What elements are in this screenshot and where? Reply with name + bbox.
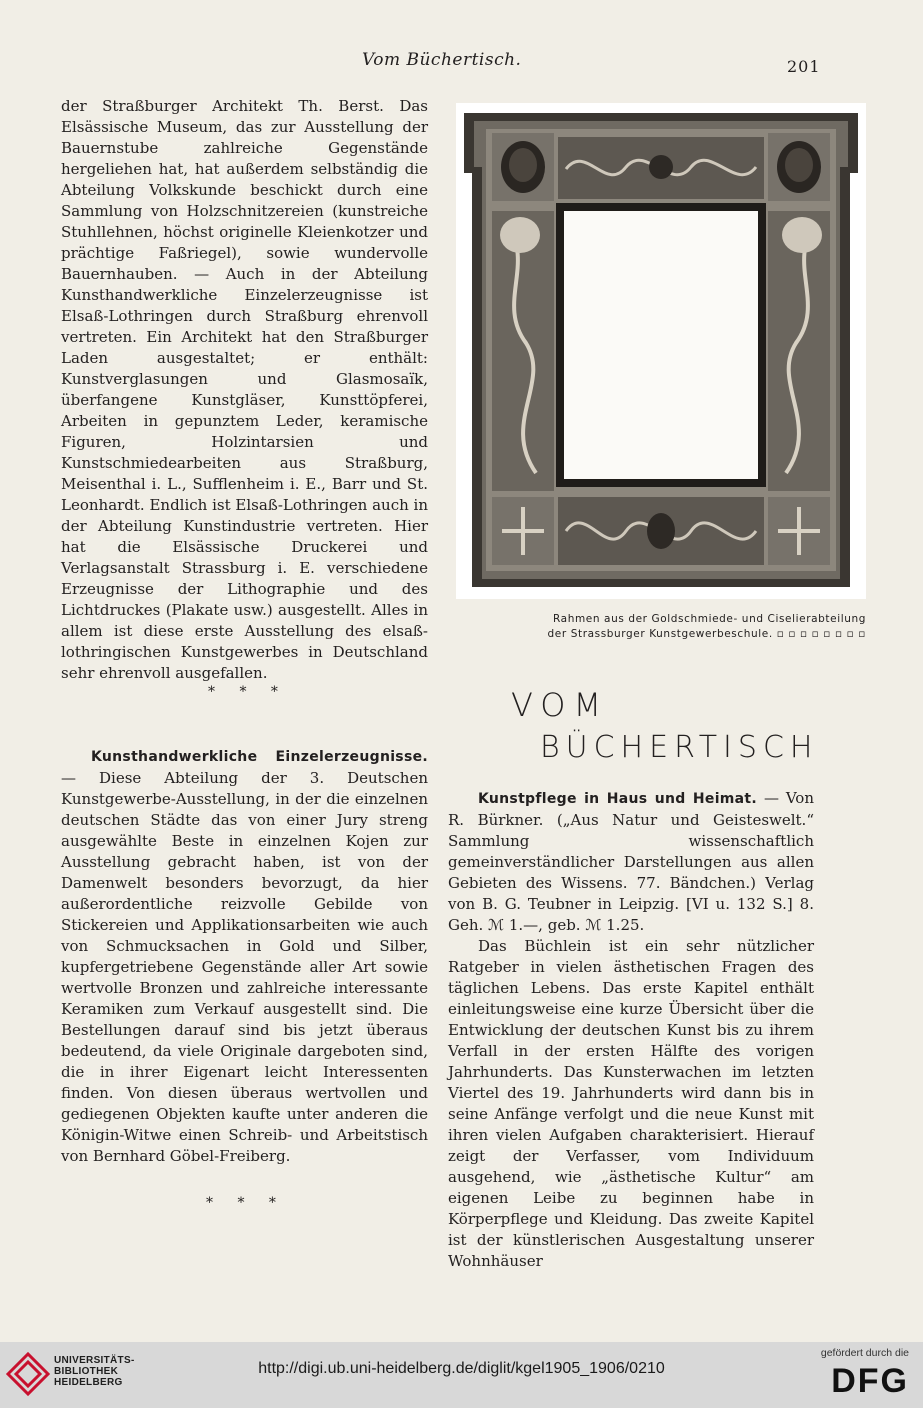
figure-caption [456, 612, 866, 642]
viewer-footer [0, 1342, 923, 1408]
caption-line: der Strassburger Kunstgewerbeschule. ▫ ▫ ▫ ▫ ▫ ▫ ▫ ▫ [547, 628, 866, 640]
permalink-url[interactable]: http://digi.ub.uni-heidelberg.de/diglit/kgel1905_1906/0210 [258, 1360, 665, 1377]
body-paragraph [61, 746, 428, 1167]
section-heading-line2: BÜCHERTISCH [540, 730, 819, 765]
ornamental-frame-icon [456, 103, 866, 599]
separator-stars: * * * [208, 684, 288, 700]
left-column-bottom [61, 746, 428, 1167]
section-heading-line1: VOM [510, 686, 610, 724]
running-title: Vom Büchertisch. [362, 50, 522, 70]
caption-line: Rahmen aus der Goldschmiede- und Ciselierabteilung [553, 613, 866, 625]
funded-by-label: gefördert durch die [820, 1347, 909, 1359]
right-column [448, 788, 814, 1272]
review-title: Kunstpflege in Haus und Heimat. [478, 791, 758, 807]
page-number: 201 [787, 57, 821, 76]
ornamental-frame-image [456, 103, 866, 599]
body-paragraph: der Straßburger Architekt Th. Berst. Das Elsässische Museum, das zur Ausstellung der Bauernstube zahlreiche Gegenstände hergeliehen hat, hat außerdem selbständig die Abteilung Volkskunde beschickt durch eine Sammlung von Holzschnitzereien (kunstreiche Stuhllehnen, höchst originelle Kleienkotzer und prächtige Faßriegel), sowie wundervolle Bauernhauben. — Auch in der Abteilung Kunsthandwerkliche Einzelerzeugnisse ist Elsaß-Lothringen durch Straßburg ehrenvoll vertreten. Ein Architekt hat den Straßburger Laden ausgestaltet; er enthält: Kunstverglasungen und Glasmosaïk, überfangene Kunstgläser, Kunsttöpferei, Arbeiten in gepunztem Leder, keramische Figuren, Holzintarsien und Kunstschmiedearbeiten aus Straßburg, Meisenthal i. L., Sufflenheim i. E., Barr und St. Leonhardt. Endlich ist Elsaß-Lothringen auch in der Abteilung Kunstindustrie vertreten. Hier hat die Elsässische Druckerei und Verlagsanstalt Strassburg i. E. verschiedene Erzeugnisse der Lithographie und des Lichtdruckes (Plakate usw.) ausgestellt. Alles in allem ist diese erste Ausstellung des elsaß-lothringischen Kunstgewerbes in Deutschland sehr ehrenvoll ausgefallen. [61, 97, 428, 682]
review-citation: — Von R. Bürkner. („Aus Natur und Geisteswelt.“ Sammlung wissenschaftlich gemeinverständlicher Darstellungen aus allen Gebieten des Wissens. 77. Bändchen.) Verlag von B. G. Teubner in Leipzig. [VI u. 132 S.] 8. Geh. ℳ 1.—, geb. ℳ 1.25. [448, 789, 814, 934]
paragraph-text: — Diese Abteilung der 3. Deutschen Kunstgewerbe-Ausstellung, in der die einzelnen deutschen Städte das von einer Jury streng ausgewählte Beste in einzelnen Kojen zur Ausstellung gebracht haben, ist von der Damenwelt besonders bevorzugt, da hier außerordentliche reizvolle Gebilde von Stickereien und Applikationsarbeiten wie auch von Schmucksachen in Gold und Silber, kupfergetriebene Gegenstände aller Art sowie wertvolle Bronzen und zahlreiche interessante Keramiken zum Verkauf ausgestellt sind. Die Bestellungen darauf sind bis jetzt überaus bedeutend, da viele Originale dargeboten sind, die in ihrer Eigenart leicht Interessenten finden. Von diesen überaus wertvollen und gediegenen Objekten kaufte unter anderen die Königin-Witwe einen Schreib- und Arbeitstisch von Bernhard Göbel-Freiberg. [61, 769, 428, 1165]
separator-stars: * * * [206, 1195, 286, 1211]
body-paragraph: Das Büchlein ist ein sehr nützlicher Ratgeber in vielen ästhetischen Fragen des täglichen Lebens. Das erste Kapitel enthält einleitungsweise eine kurze Übersicht über die Entwicklung der deutschen Kunst bis zu ihrem Verfall in der ersten Hälfte des vorigen Jahrhunderts. Das Kunsterwachen im letzten Viertel des 19. Jahrhunderts wird dann bis in seine Anfänge verfolgt und die neue Kunst mit ihren vielen Aufgaben charakterisiert. Hierauf zeigt der Verfasser, vom Individuum ausgehend, wie „ästhetische Kultur“ am eigenen Leibe zu beginnen habe in Körperpflege und Kleidung. Das zweite Kapitel ist der künstlerischen Ausgestaltung unserer Wohnhäuser [448, 937, 814, 1270]
review-paragraph [448, 788, 814, 936]
left-column-top [61, 96, 428, 684]
paragraph-lead: Kunsthandwerkliche Einzelerzeugnisse. [91, 749, 428, 765]
library-name[interactable]: UNIVERSITÄTS- BIBLIOTHEK HEIDELBERG [54, 1355, 135, 1388]
dfg-logo[interactable]: DFG [831, 1362, 909, 1400]
